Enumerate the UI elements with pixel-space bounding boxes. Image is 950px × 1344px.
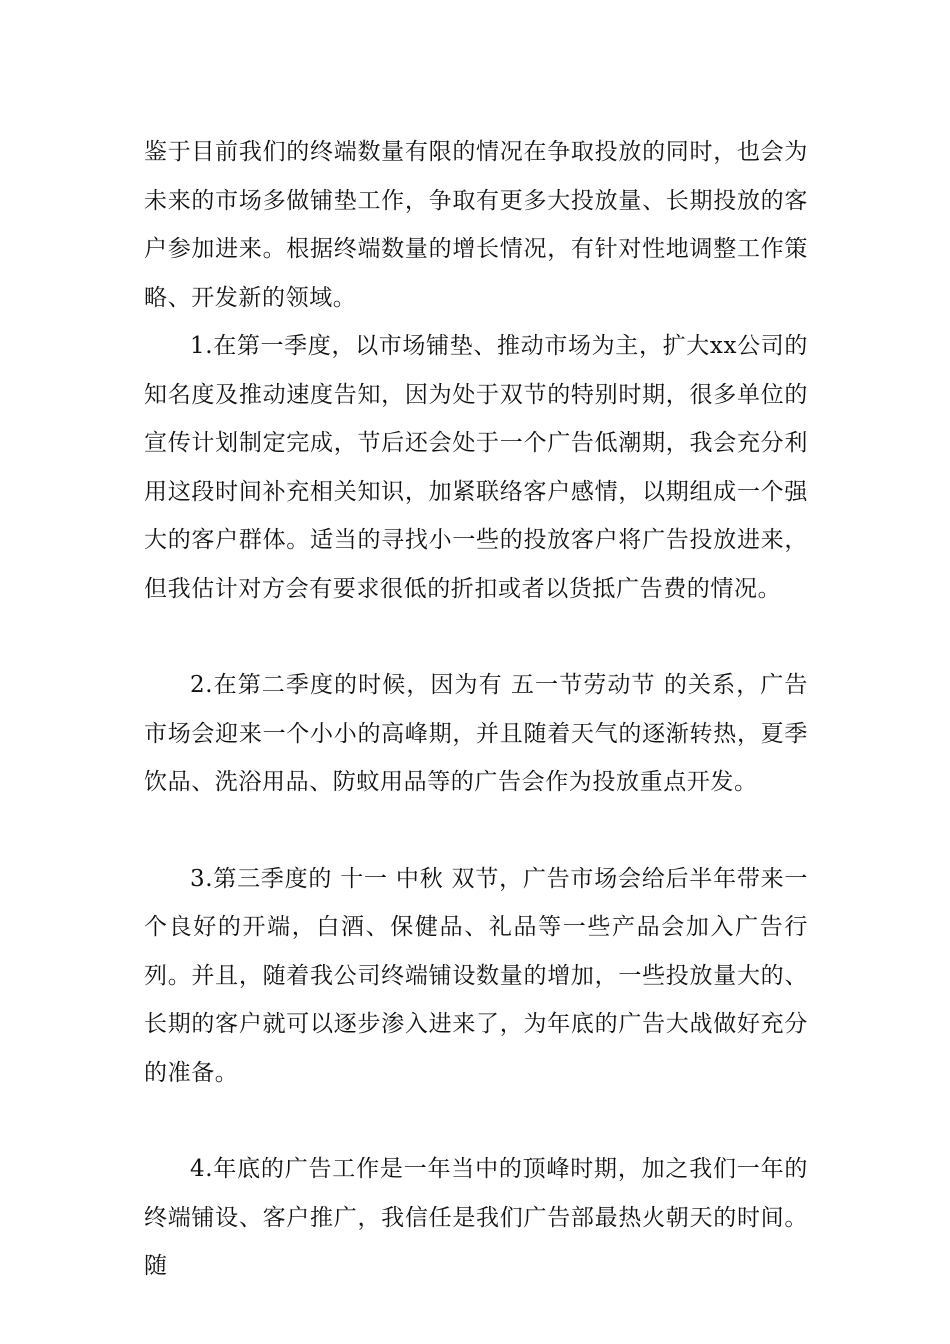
paragraph-spacer (144, 1097, 808, 1145)
paragraph-spacer (144, 807, 808, 855)
paragraph-spacer (144, 613, 808, 661)
paragraph-q2: 2.在第二季度的时候，因为有 五一节劳动节 的关系，广告市场会迎来一个小小的高峰期，并且随着天气的逐渐转热，夏季饮品、洗浴用品、防蚊用品等的广告会作为投放重点开发。 (144, 672, 808, 795)
document-body (144, 128, 808, 1291)
paragraph-q1: 1.在第一季度，以市场铺垫、推动市场为主，扩大xx公司的知名度及推动速度告知，因为处于双节的特别时期，很多单位的宣传计划制定完成，节后还会处于一个广告低潮期，我会充分利用这段时间补充相关知识，加紧联络客户感情，以期组成一个强大的客户群体。适当的寻找小一些的投放客户将广告投放进来，但我估计对方会有要求很低的折扣或者以货抵广告费的情况。 (144, 333, 808, 602)
paragraph-q3: 3.第三季度的 十一 中秋 双节，广告市场会给后半年带来一个良好的开端，白酒、保健品、礼品等一些产品会加入广告行列。并且，随着我公司终端铺设数量的增加，一些投放量大的、长期的客户就可以逐步渗入进来了，为年底的广告大战做好充分的准备。 (144, 865, 808, 1086)
paragraph-intro: 鉴于目前我们的终端数量有限的情况在争取投放的同时，也会为未来的市场多做铺垫工作，争取有更多大投放量、长期投放的客户参加进来。根据终端数量的增长情况，有针对性地调整工作策略、开发新的领域。 (144, 139, 808, 311)
paragraph-q4: 4.年底的广告工作是一年当中的顶峰时期，加之我们一年的终端铺设、客户推广，我信任是我们广告部最热火朝天的时间。随 (144, 1156, 808, 1279)
